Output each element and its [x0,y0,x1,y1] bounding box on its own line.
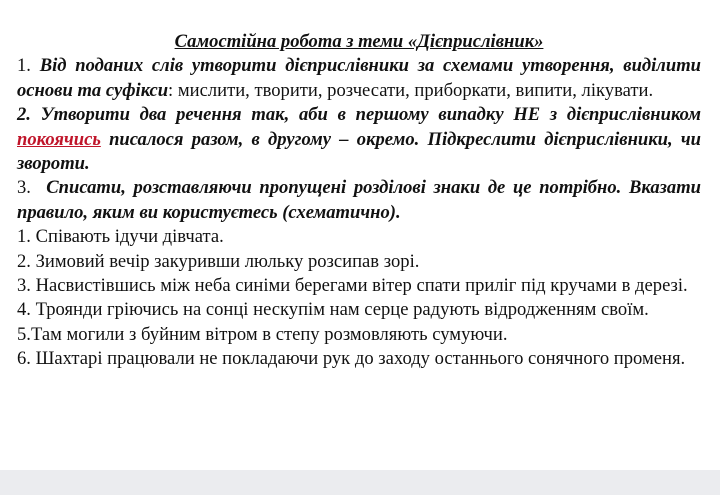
sentence-4: 4. Троянди гріючись на сонці нескупім нам серце радують відродженням своїм. [17,299,649,321]
sentence-1: 1. Співають ідучи дівчата. [17,226,224,248]
task-1-instruction: Від поданих слів утворити дієприслівники за схемами утворення, виділити основи та суфікси [17,55,701,101]
sentence-6: 6. Шахтарі працювали не покладаючи рук до заходу останнього сонячного променя. [17,348,686,370]
task-1-separator: : [168,79,174,101]
task-2-highlighted-word: покоячись [17,128,101,150]
sentence-5: 5.Там могили з буйним вітром в степу розмовляють сумуючи. [17,323,508,345]
task-2-text-after: писалося разом, в другому – окремо. Підкреслити дієприслівники, чи звороти. [17,128,701,175]
document-title: Самостійна робота з теми «Дієприслівник» [174,31,544,52]
task-1 [17,54,701,103]
task-3-instruction: Списати, розставляючи пропущені розділові знаки де це потрібно. Вказати правило, яким ви користуєтесь (схематично). [17,177,701,223]
task-1-number: 1. [17,55,31,77]
task-3 [17,176,701,225]
task-2-number: 2. [17,104,31,126]
sentence-2: 2. Зимовий вечір закуривши люльку розсипав зорі. [17,250,420,272]
task-3-number: 3. [17,177,31,199]
task-2 [17,103,701,176]
task-2-text-before: Утворити два речення так, аби в першому випадку НЕ з дієприслівником [40,104,701,126]
task-1-words: мислити, творити, розчесати, приборкати, випити, лікувати. [177,79,654,101]
sentence-3: 3. Насвистівшись між неба синіми берегами вітер спати приліг під кручами в дерезі. [17,275,688,297]
document-body [17,30,701,372]
